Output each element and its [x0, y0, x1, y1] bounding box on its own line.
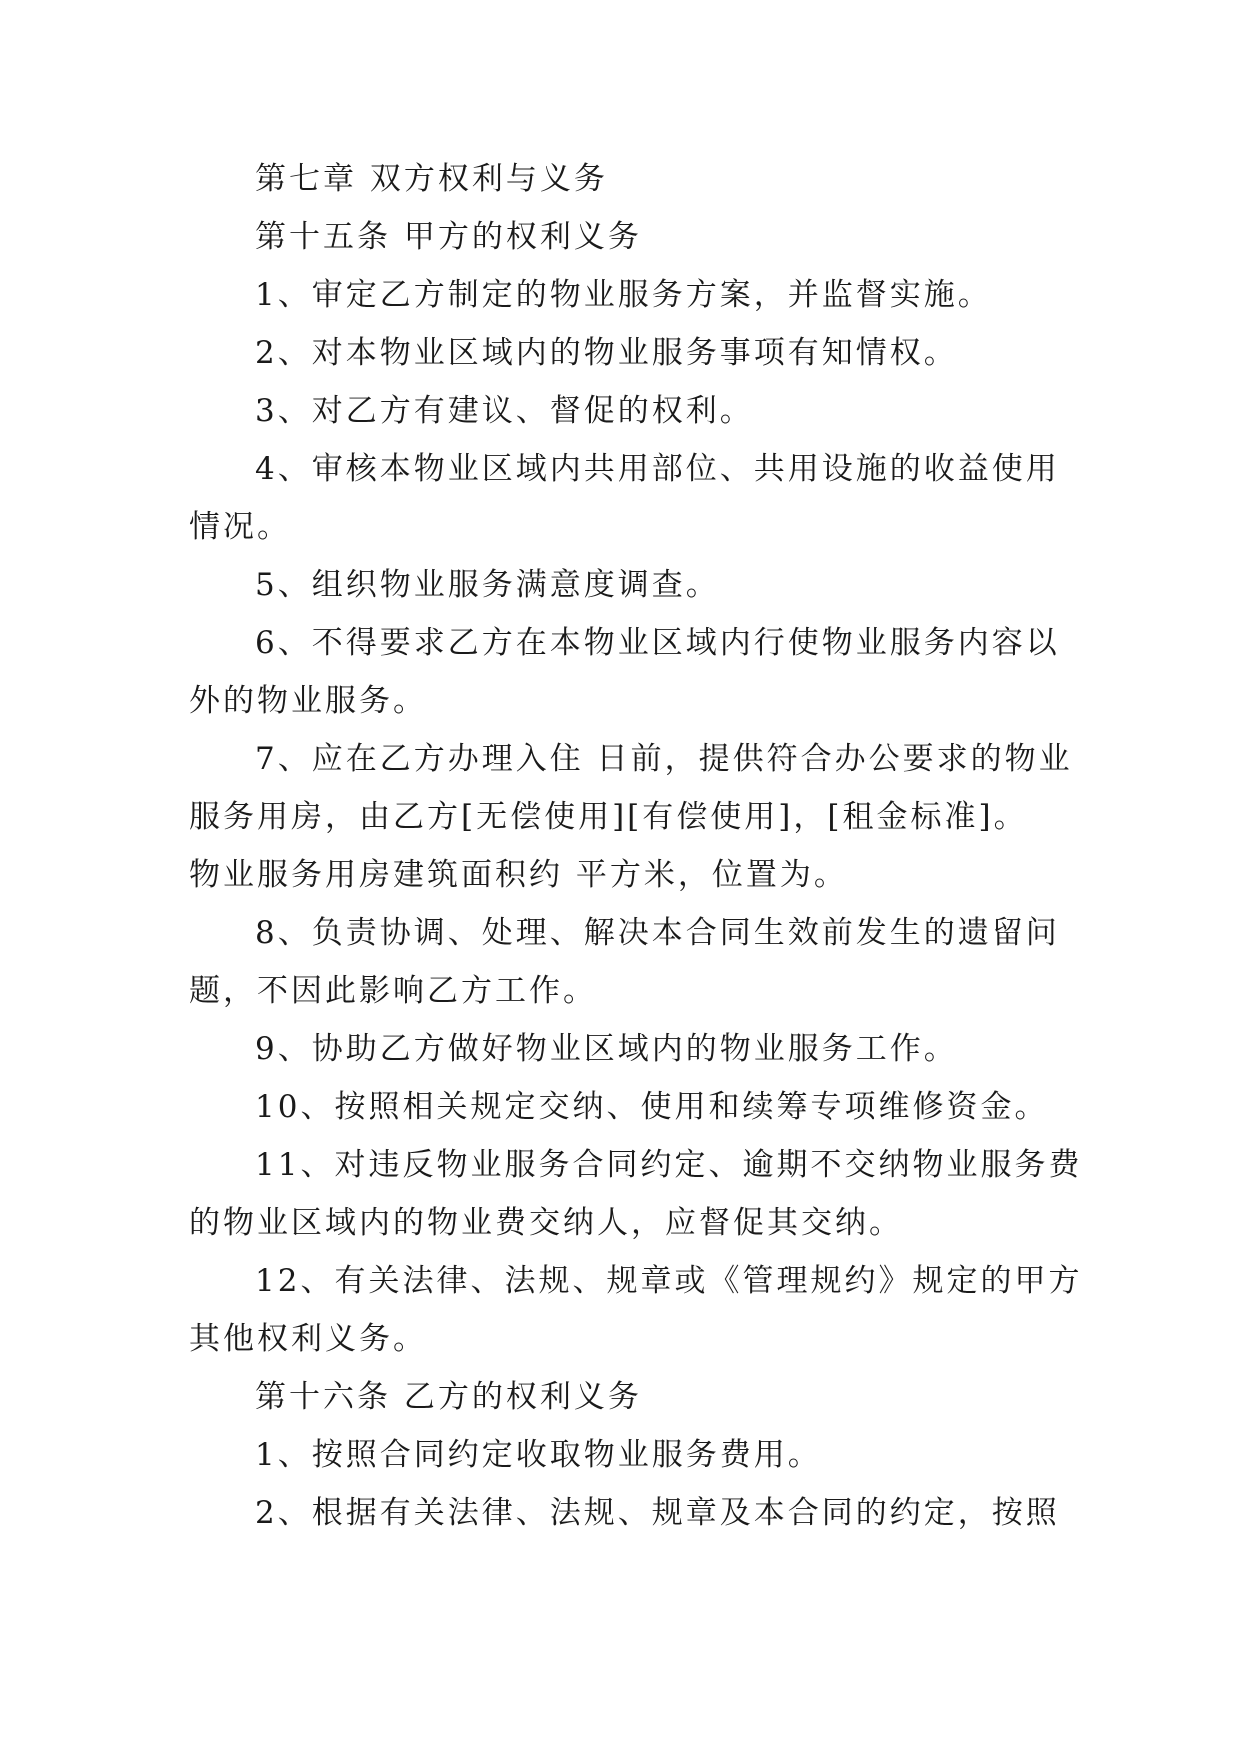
- text-line: 10、按照相关规定交纳、使用和续筹专项维修资金。: [255, 1089, 1049, 1125]
- text-line: 9、协助乙方做好物业区域内的物业服务工作。: [255, 1031, 958, 1067]
- text-line: 其他权利义务。: [189, 1321, 427, 1357]
- text-line: 5、组织物业服务满意度调查。: [255, 567, 720, 603]
- text-line: 外的物业服务。: [189, 683, 427, 719]
- text-line: 2、对本物业区域内的物业服务事项有知情权。: [255, 335, 958, 371]
- text-line: 6、不得要求乙方在本物业区域内行使物业服务内容以: [255, 625, 1060, 661]
- text-line: 8、负责协调、处理、解决本合同生效前发生的遗留问: [255, 915, 1060, 951]
- text-line: 题，不因此影响乙方工作。: [189, 973, 597, 1009]
- text-line: 7、应在乙方办理入住 日前，提供符合办公要求的物业: [255, 741, 1073, 777]
- text-line: 11、对违反物业服务合同约定、逾期不交纳物业服务费: [255, 1147, 1083, 1183]
- text-line: 4、审核本物业区域内共用部位、共用设施的收益使用: [255, 451, 1060, 487]
- text-line: 第七章 双方权利与义务: [255, 161, 608, 197]
- text-line: 2、根据有关法律、法规、规章及本合同的约定，按照: [255, 1495, 1060, 1531]
- text-line: 1、审定乙方制定的物业服务方案，并监督实施。: [255, 277, 992, 313]
- document-body: [189, 150, 1083, 1542]
- text-line: 第十五条 甲方的权利义务: [255, 219, 642, 255]
- text-line: 情况。: [189, 509, 291, 545]
- text-line: 3、对乙方有建议、督促的权利。: [255, 393, 754, 429]
- text-line: 1、按照合同约定收取物业服务费用。: [255, 1437, 822, 1473]
- text-line: 物业服务用房建筑面积约 平方米，位置为。: [189, 857, 848, 893]
- text-line: 12、有关法律、法规、规章或《管理规约》规定的甲方: [255, 1263, 1083, 1299]
- text-line: 的物业区域内的物业费交纳人，应督促其交纳。: [189, 1205, 903, 1241]
- text-line: 服务用房，由乙方[无偿使用][有偿使用]，[租金标准]。: [189, 799, 1028, 835]
- text-line: 第十六条 乙方的权利义务: [255, 1379, 642, 1415]
